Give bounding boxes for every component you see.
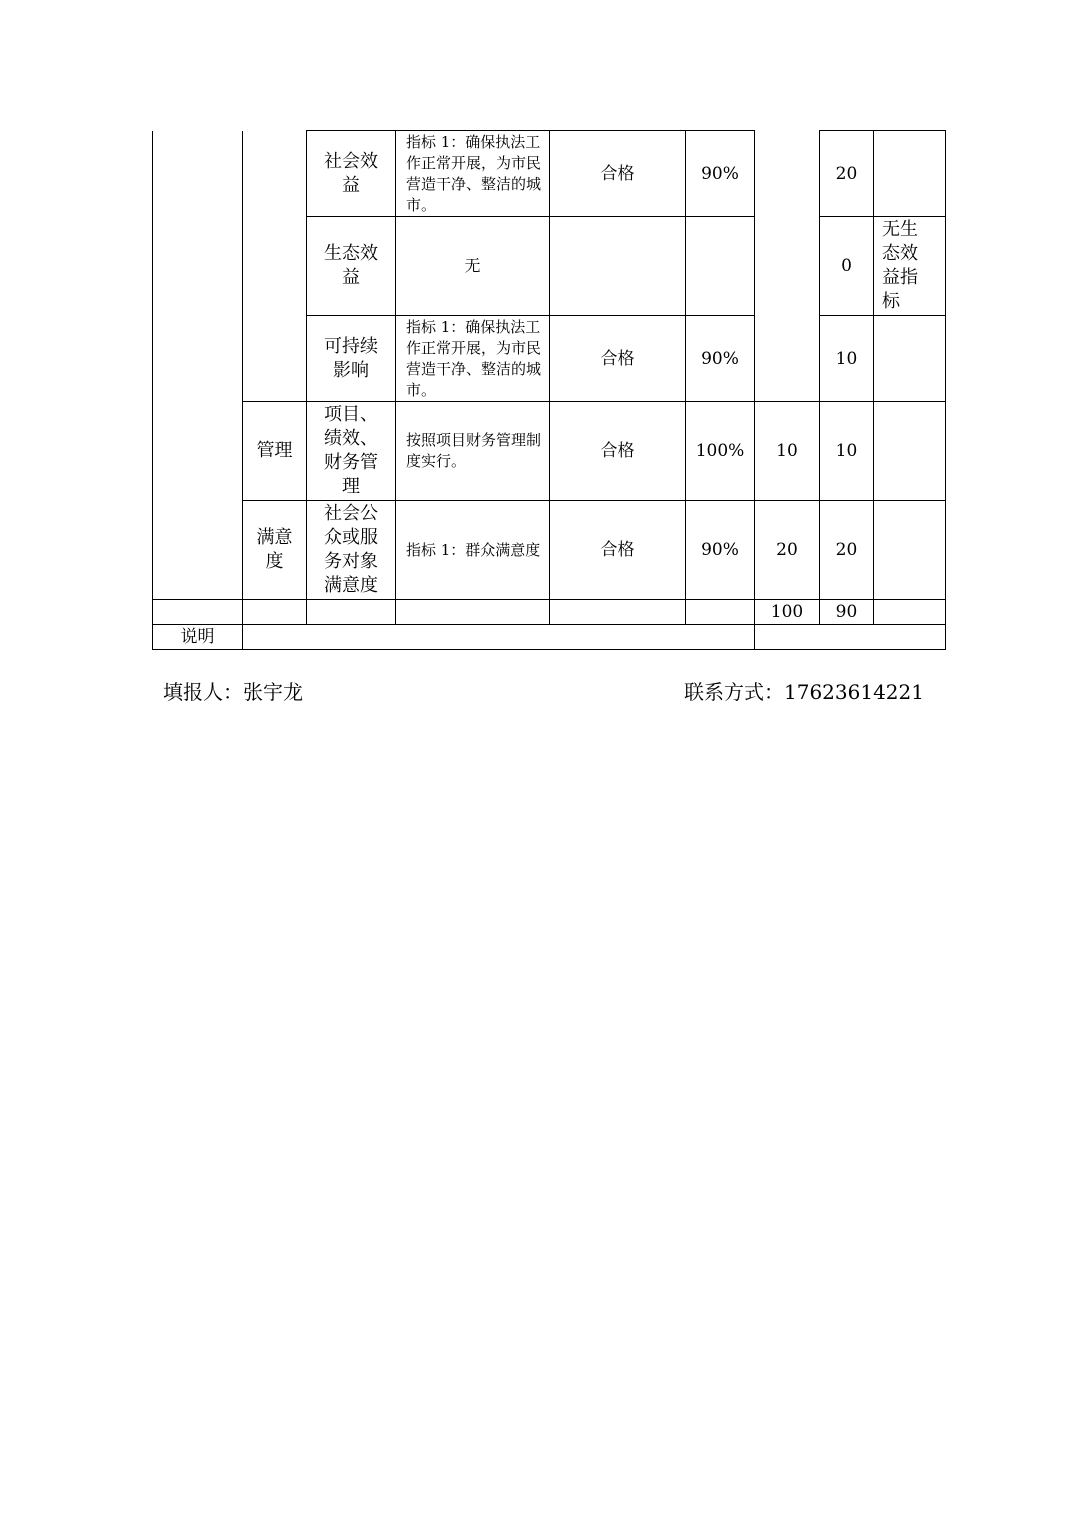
empty-cell	[686, 600, 755, 625]
dimension-cell: 项目、绩效、财务管理	[307, 402, 396, 501]
weight-cell	[755, 131, 820, 402]
weight-cell: 10	[755, 402, 820, 501]
score-cell: 20	[820, 501, 874, 600]
score-cell: 10	[820, 316, 874, 402]
remark-cell	[874, 402, 946, 501]
table-row	[153, 501, 946, 600]
explanation-label: 说明	[153, 625, 243, 650]
empty-cell	[874, 600, 946, 625]
dimension-cell: 社会公众或服务对象满意度	[307, 501, 396, 600]
remark-cell	[874, 316, 946, 402]
explanation-text	[243, 625, 755, 650]
actual-cell: 90%	[686, 316, 755, 402]
totals-row	[153, 600, 946, 625]
subcategory-cell-continued	[243, 131, 307, 402]
actual-cell: 100%	[686, 402, 755, 501]
performance-table	[152, 130, 946, 650]
score-cell: 0	[820, 217, 874, 316]
remark-cell	[874, 131, 946, 217]
dimension-cell: 社会效益	[307, 131, 396, 217]
indicator-cell: 指标 1：确保执法工作正常开展，为市民营造干净、整洁的城市。	[396, 316, 550, 402]
category-cell: 满意度	[243, 501, 307, 600]
remark-cell	[874, 501, 946, 600]
target-cell: 合格	[550, 316, 686, 402]
empty-cell	[550, 600, 686, 625]
explanation-empty	[755, 625, 946, 650]
table-row	[153, 131, 946, 217]
total-weight-cell: 100	[755, 600, 820, 625]
total-score-cell: 90	[820, 600, 874, 625]
dimension-cell: 生态效益	[307, 217, 396, 316]
indicator-cell: 指标 1：群众满意度	[396, 501, 550, 600]
empty-cell	[153, 600, 243, 625]
empty-cell	[307, 600, 396, 625]
contact-info: 联系方式：17623614221	[684, 680, 924, 704]
empty-cell	[243, 600, 307, 625]
target-cell: 合格	[550, 501, 686, 600]
target-cell: 合格	[550, 131, 686, 217]
actual-cell: 90%	[686, 501, 755, 600]
actual-cell	[686, 217, 755, 316]
remark-cell: 无生态效益指标	[874, 217, 946, 316]
target-cell: 合格	[550, 402, 686, 501]
table-row	[153, 402, 946, 501]
indicator-cell: 指标 1：确保执法工作正常开展，为市民营造干净、整洁的城市。	[396, 131, 550, 217]
explanation-row	[153, 625, 946, 650]
empty-cell	[396, 600, 550, 625]
weight-cell: 20	[755, 501, 820, 600]
target-cell	[550, 217, 686, 316]
dimension-cell: 可持续影响	[307, 316, 396, 402]
reporter-info: 填报人：张宇龙	[163, 680, 303, 704]
indicator-cell: 无	[396, 217, 550, 316]
category-cell-continued	[153, 131, 243, 600]
actual-cell: 90%	[686, 131, 755, 217]
indicator-cell: 按照项目财务管理制度实行。	[396, 402, 550, 501]
score-cell: 10	[820, 402, 874, 501]
category-cell: 管理	[243, 402, 307, 501]
score-cell: 20	[820, 131, 874, 217]
